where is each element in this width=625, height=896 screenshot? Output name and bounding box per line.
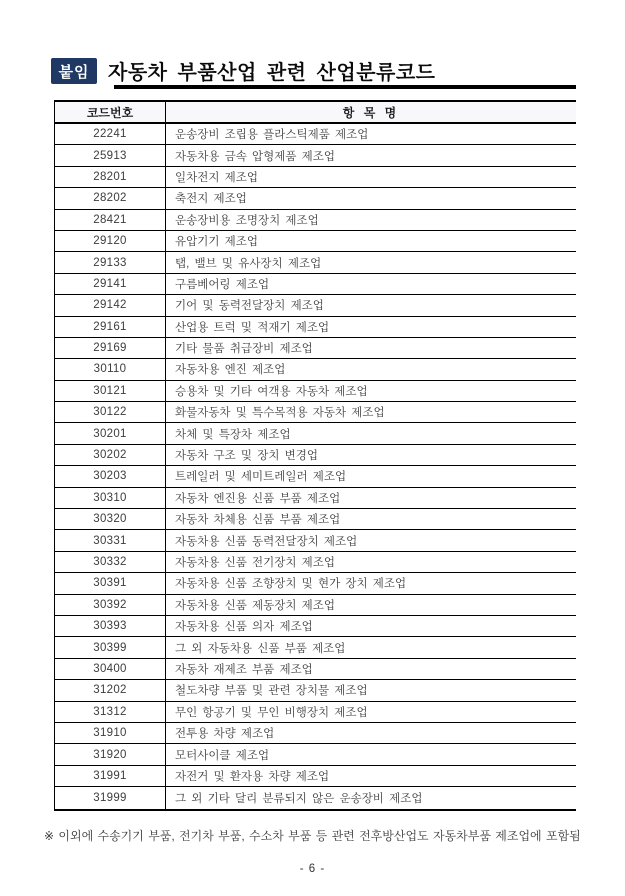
item-name-cell: 운송장비 조립용 플라스틱제품 제조업 — [175, 129, 369, 142]
code-cell: 29142 — [55, 295, 166, 315]
code-cell: 30332 — [55, 552, 166, 572]
table-row — [55, 595, 576, 616]
code-cell: 29161 — [55, 317, 166, 337]
item-name-cell: 자동차용 엔진 제조업 — [175, 364, 286, 377]
code-cell: 29169 — [55, 338, 166, 358]
table-row — [55, 274, 576, 295]
item-name-cell: 화물자동차 및 특수목적용 자동차 제조업 — [175, 407, 385, 420]
code-cell: 30400 — [55, 659, 166, 679]
item-name-cell: 탭, 밸브 및 유사장치 제조업 — [175, 257, 322, 270]
item-name-cell: 무인 항공기 및 무인 비행장치 제조업 — [175, 706, 368, 719]
table-row — [55, 488, 576, 509]
item-name-cell: 자동차 엔진용 신품 부품 제조업 — [175, 492, 341, 505]
code-cell: 30203 — [55, 466, 166, 486]
table-row — [55, 680, 576, 701]
page-title: 자동차 부품산업 관련 산업분류코드 — [108, 62, 436, 84]
code-cell: 30110 — [55, 359, 166, 379]
table-row — [55, 744, 576, 765]
item-name-cell: 자동차용 신품 동력전달장치 제조업 — [175, 535, 358, 548]
item-name-cell: 산업용 트럭 및 적재기 제조업 — [175, 321, 330, 334]
item-name-cell: 승용차 및 기타 여객용 자동차 제조업 — [175, 385, 368, 398]
table-row — [55, 616, 576, 637]
table-row — [55, 381, 576, 402]
code-cell: 30392 — [55, 595, 166, 615]
code-cell: 30393 — [55, 616, 166, 636]
table-row — [55, 573, 576, 594]
item-name-cell: 기타 물품 취급장비 제조업 — [175, 343, 313, 356]
item-name-cell: 자동차 재제조 부품 제조업 — [175, 663, 313, 676]
table-body — [55, 124, 576, 809]
table-row — [55, 723, 576, 744]
code-cell: 30121 — [55, 381, 166, 401]
item-name-cell: 자동차용 신품 의자 제조업 — [175, 621, 313, 634]
code-cell: 31910 — [55, 723, 166, 743]
item-name-cell: 기어 및 동력전달장치 제조업 — [175, 300, 324, 313]
item-name-cell: 그 외 기타 달리 분류되지 않은 운송장비 제조업 — [175, 792, 423, 805]
item-name-cell: 그 외 자동차용 신품 부품 제조업 — [175, 642, 346, 655]
table-row — [55, 124, 576, 145]
item-name-cell: 일차전지 제조업 — [175, 171, 258, 184]
table-row — [55, 766, 576, 787]
table-row — [55, 466, 576, 487]
code-cell: 30331 — [55, 530, 166, 550]
table-row — [55, 509, 576, 530]
code-cell: 31999 — [55, 787, 166, 808]
code-column-header: 코드번호 — [55, 102, 166, 122]
table-row — [55, 295, 576, 316]
code-cell: 25913 — [55, 145, 166, 165]
code-cell: 28202 — [55, 188, 166, 208]
classification-table — [54, 100, 576, 811]
item-name-cell: 자동차용 신품 조향장치 및 현가 장치 제조업 — [175, 578, 407, 591]
code-cell: 28201 — [55, 167, 166, 187]
code-cell: 22241 — [55, 124, 166, 144]
item-name-cell: 운송장비용 조명장치 제조업 — [175, 214, 319, 227]
table-row — [55, 787, 576, 808]
code-cell: 30122 — [55, 402, 166, 422]
table-row — [55, 145, 576, 166]
table-row — [55, 552, 576, 573]
table-row — [55, 445, 576, 466]
code-cell: 31202 — [55, 680, 166, 700]
item-name-cell: 자전거 및 환자용 차량 제조업 — [175, 770, 330, 783]
code-cell: 30391 — [55, 573, 166, 593]
title-underline — [114, 85, 576, 89]
code-cell: 30310 — [55, 488, 166, 508]
code-cell: 31991 — [55, 766, 166, 786]
item-name-cell: 자동차 차체용 신품 부품 제조업 — [175, 514, 341, 527]
page-number: - 6 - — [299, 863, 326, 875]
table-row — [55, 423, 576, 444]
item-name-cell: 자동차용 금속 압형제품 제조업 — [175, 150, 336, 163]
item-name-cell: 차체 및 특장차 제조업 — [175, 428, 291, 441]
code-cell: 31312 — [55, 702, 166, 722]
item-name-cell: 트레일러 및 세미트레일러 제조업 — [175, 471, 347, 484]
item-name-cell: 철도차량 부품 및 관련 장치물 제조업 — [175, 685, 368, 698]
table-row — [55, 252, 576, 273]
table-row — [55, 210, 576, 231]
item-name-cell: 유압기기 제조업 — [175, 236, 258, 249]
table-row — [55, 402, 576, 423]
table-row — [55, 317, 576, 338]
item-name-cell: 자동차 구조 및 장치 변경업 — [175, 450, 318, 463]
item-name-cell: 자동차용 신품 제동장치 제조업 — [175, 599, 336, 612]
table-row — [55, 231, 576, 252]
item-name-column-header: 항 목 명 — [342, 105, 400, 120]
code-cell: 29120 — [55, 231, 166, 251]
code-cell: 29133 — [55, 252, 166, 272]
table-row — [55, 167, 576, 188]
attachment-badge: 붙임 — [51, 58, 97, 84]
table-row — [55, 188, 576, 209]
footnote: ※ 이외에 수송기기 부품, 전기차 부품, 수소차 부품 등 관련 전후방산업도 자동차부품 제조업에 포함됨 — [44, 829, 581, 843]
table-row — [55, 637, 576, 658]
code-cell: 30320 — [55, 509, 166, 529]
table-row — [55, 359, 576, 380]
item-name-cell: 전투용 차량 제조업 — [175, 728, 275, 741]
item-name-cell: 모터사이클 제조업 — [175, 749, 270, 762]
item-name-cell: 자동차용 신품 전기장치 제조업 — [175, 557, 336, 569]
code-cell: 30201 — [55, 423, 166, 443]
item-name-cell: 구름베어링 제조업 — [175, 278, 270, 291]
table-row — [55, 702, 576, 723]
code-cell: 31920 — [55, 744, 166, 764]
code-cell: 29141 — [55, 274, 166, 294]
table-row — [55, 659, 576, 680]
code-cell: 28421 — [55, 210, 166, 230]
item-name-cell: 축전지 제조업 — [175, 193, 247, 206]
table-header-row — [55, 102, 576, 124]
code-cell: 30399 — [55, 637, 166, 657]
code-cell: 30202 — [55, 445, 166, 465]
table-row — [55, 530, 576, 551]
table-row — [55, 338, 576, 359]
